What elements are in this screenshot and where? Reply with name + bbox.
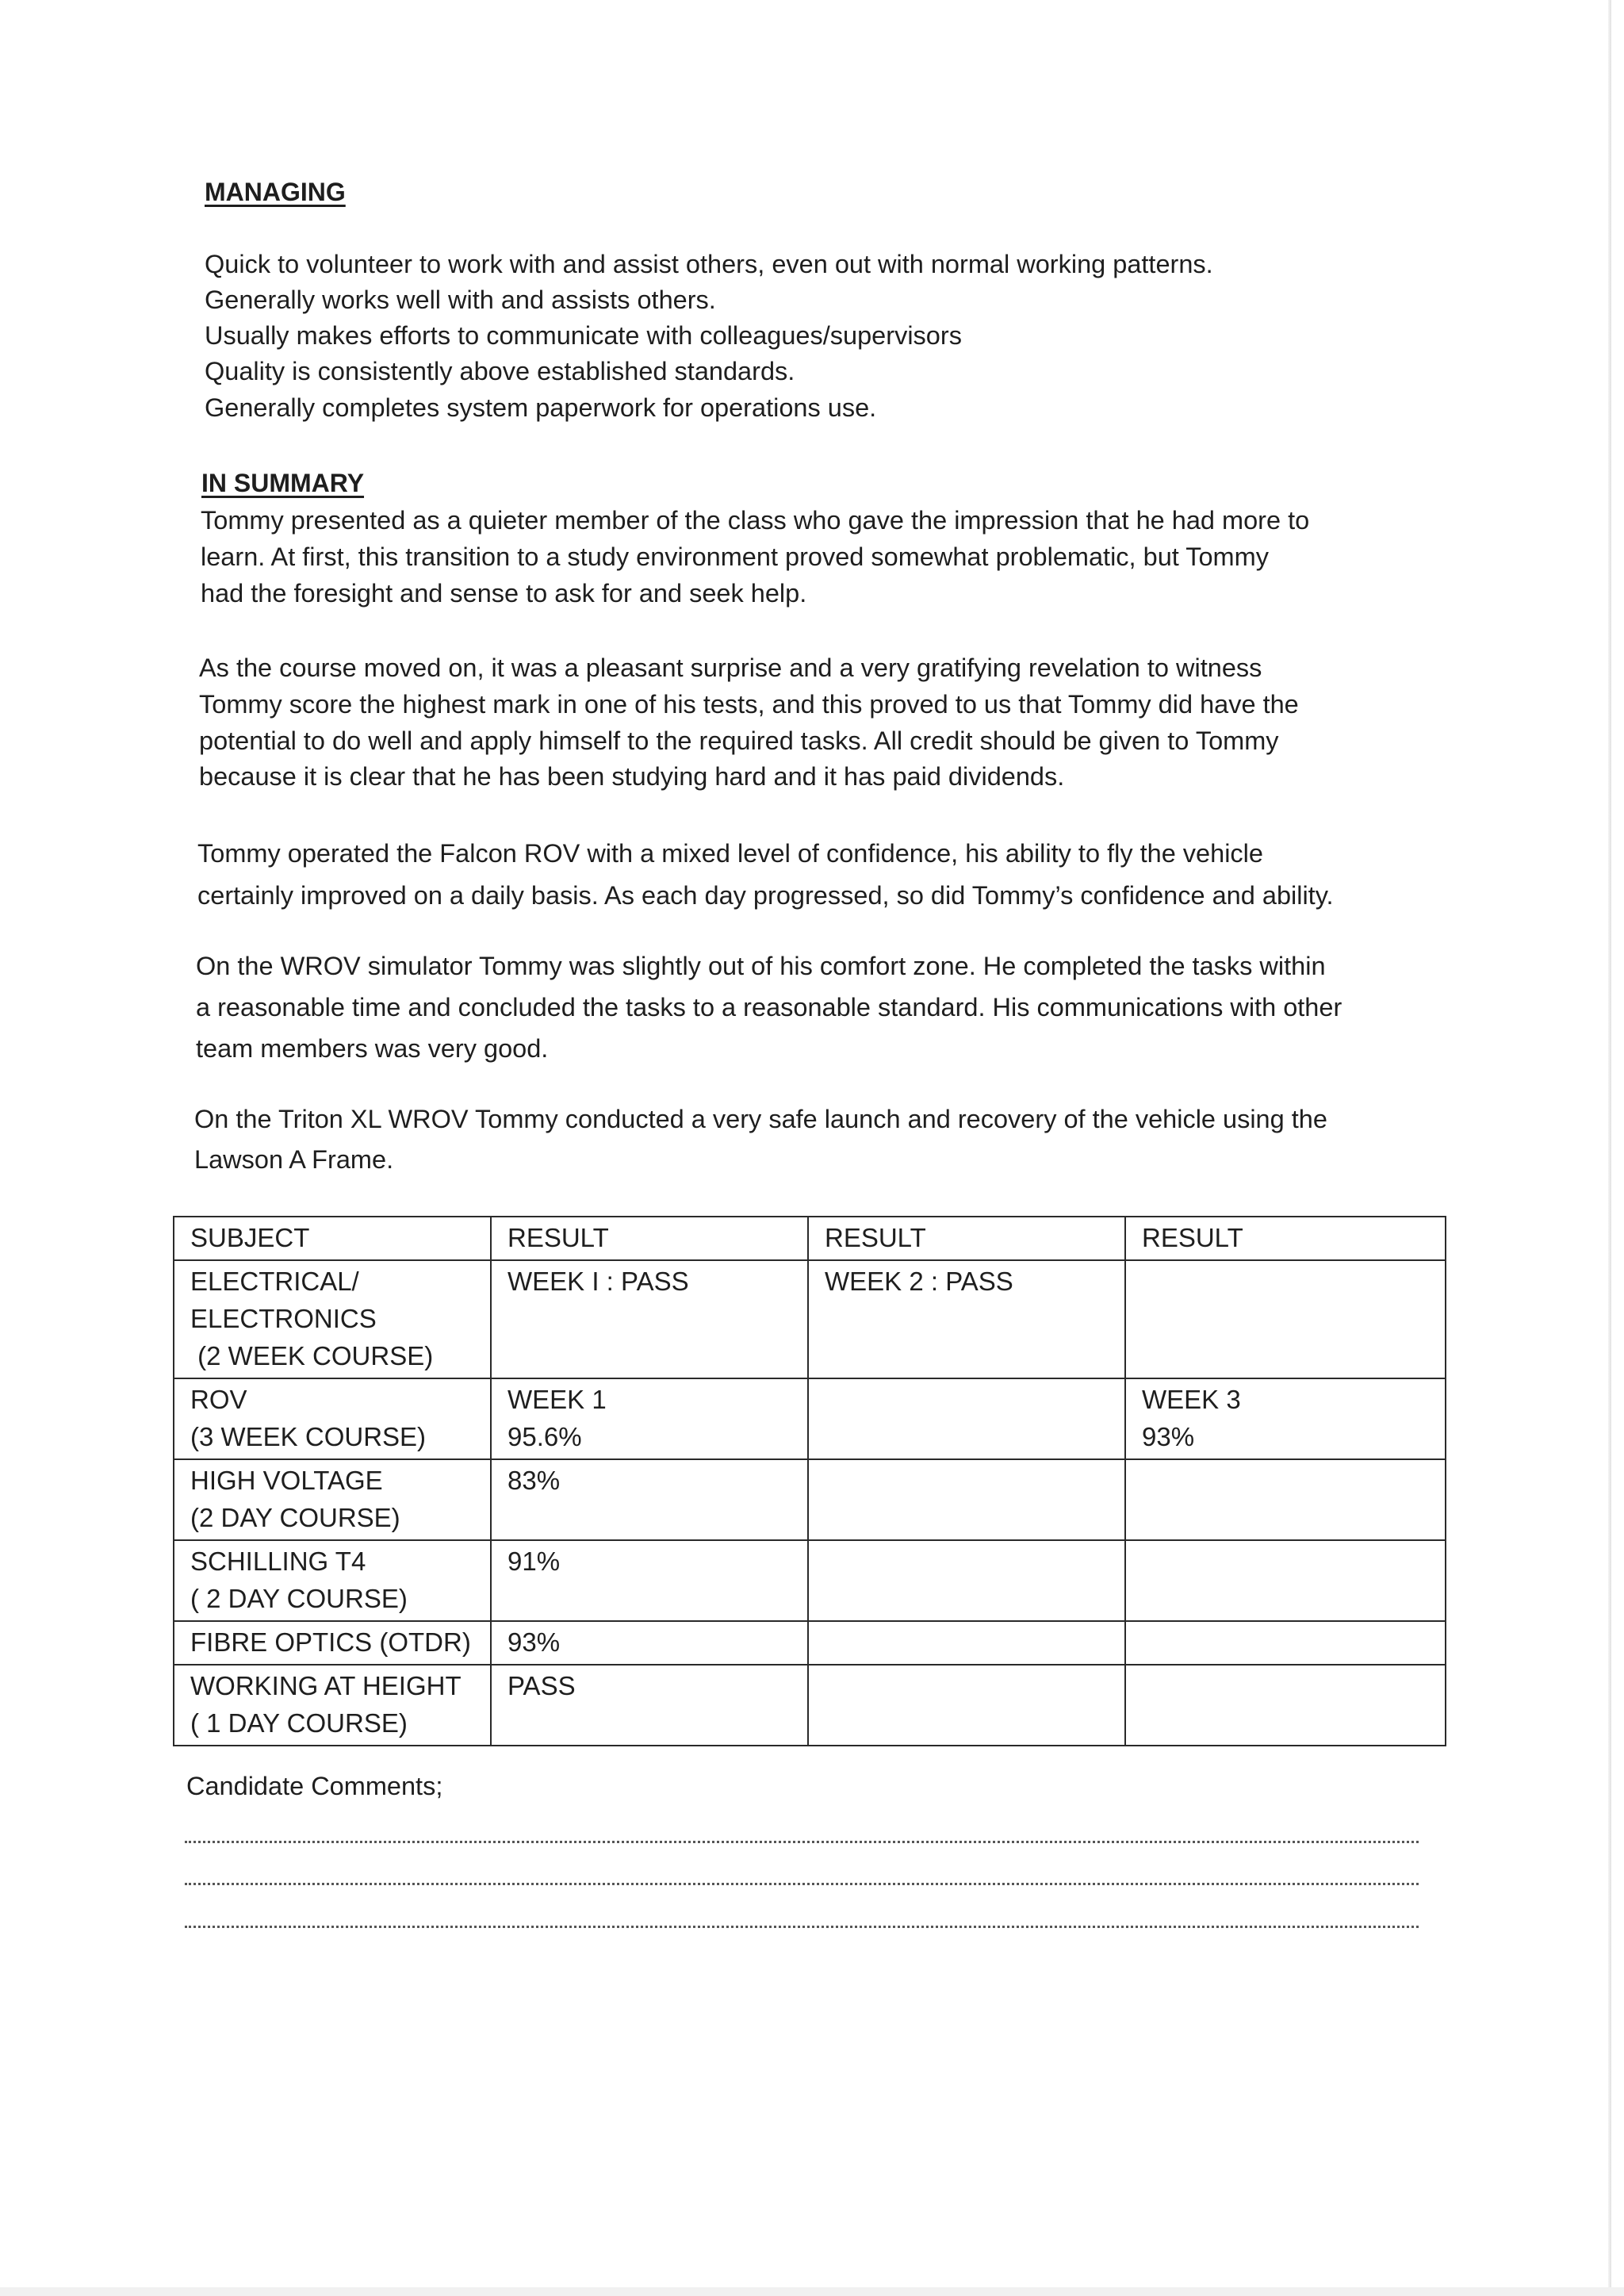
table-row <box>174 1378 1446 1459</box>
cell-line: ( 1 DAY COURSE) <box>190 1708 408 1738</box>
results-table <box>173 1216 1446 1746</box>
summary-line: learn. At first, this transition to a study environment proved somewhat problematic, but Tommy <box>201 542 1269 571</box>
comment-line[interactable] <box>185 1841 1419 1843</box>
managing-line: Usually makes efforts to communicate with colleagues/supervisors <box>205 321 962 350</box>
comment-line[interactable] <box>185 1883 1419 1885</box>
result-cell <box>491 1459 808 1540</box>
cell-line: 95.6% <box>508 1422 582 1451</box>
cell-line: WEEK 3 <box>1142 1385 1241 1414</box>
result-cell <box>491 1260 808 1378</box>
subject-cell <box>174 1621 491 1665</box>
table-row <box>174 1459 1446 1540</box>
candidate-comments-label: Candidate Comments; <box>186 1772 443 1800</box>
result-cell <box>808 1540 1125 1621</box>
result-cell <box>491 1665 808 1746</box>
header-cell: RESULT <box>1125 1217 1446 1260</box>
cell-line: 93% <box>1142 1422 1195 1451</box>
result-cell <box>1125 1378 1446 1459</box>
subject-cell <box>174 1540 491 1621</box>
table-row <box>174 1665 1446 1746</box>
summary-line: a reasonable time and concluded the tasks to a reasonable standard. His communications with other <box>196 993 1342 1022</box>
subject-cell <box>174 1665 491 1746</box>
comment-line[interactable] <box>185 1926 1419 1928</box>
summary-line: Tommy presented as a quieter member of the class who gave the impression that he had more to <box>201 506 1310 535</box>
summary-line: because it is clear that he has been studying hard and it has paid dividends. <box>199 762 1065 791</box>
header-cell: RESULT <box>491 1217 808 1260</box>
scan-edge <box>1608 0 1611 2296</box>
cell-line: 93% <box>508 1627 561 1657</box>
result-cell <box>1125 1260 1446 1378</box>
cell-line: WEEK 1 <box>508 1385 607 1414</box>
result-cell <box>491 1540 808 1621</box>
summary-line: Lawson A Frame. <box>194 1145 394 1174</box>
result-cell <box>808 1621 1125 1665</box>
cell-line: (2 WEEK COURSE) <box>190 1341 434 1370</box>
summary-line: certainly improved on a daily basis. As each day progressed, so did Tommy’s confidence and ability. <box>197 881 1334 910</box>
cell-line: FIBRE OPTICS (OTDR) <box>190 1627 471 1657</box>
result-cell <box>491 1378 808 1459</box>
summary-line: Tommy operated the Falcon ROV with a mixed level of confidence, his ability to fly the vehicle <box>197 839 1263 868</box>
cell-line: (2 DAY COURSE) <box>190 1503 400 1532</box>
result-cell <box>808 1378 1125 1459</box>
result-cell <box>1125 1665 1446 1746</box>
summary-heading: IN SUMMARY <box>201 469 365 497</box>
managing-line: Quality is consistently above established standards. <box>205 357 795 385</box>
subject-cell <box>174 1378 491 1459</box>
table-row <box>174 1540 1446 1621</box>
summary-line: As the course moved on, it was a pleasant surprise and a very gratifying revelation to witness <box>199 654 1262 682</box>
table-row <box>174 1260 1446 1378</box>
cell-line: WEEK I : PASS <box>508 1267 689 1296</box>
managing-line: Generally completes system paperwork for operations use. <box>205 393 877 422</box>
summary-line: Tommy score the highest mark in one of his tests, and this proved to us that Tommy did have the <box>199 690 1299 719</box>
cell-line: 91% <box>508 1547 561 1576</box>
result-cell <box>808 1260 1125 1378</box>
cell-line: ELECTRICAL/ <box>190 1267 359 1296</box>
result-cell <box>1125 1540 1446 1621</box>
cell-line: HIGH VOLTAGE <box>190 1466 383 1495</box>
result-cell <box>491 1621 808 1665</box>
summary-line: On the WROV simulator Tommy was slightly out of his comfort zone. He completed the tasks within <box>196 952 1326 980</box>
cell-line: SCHILLING T4 <box>190 1547 366 1576</box>
table-row <box>174 1621 1446 1665</box>
managing-heading: MANAGING <box>205 178 346 206</box>
cell-line: ROV <box>190 1385 247 1414</box>
result-cell <box>808 1665 1125 1746</box>
result-cell <box>1125 1621 1446 1665</box>
header-cell: RESULT <box>808 1217 1125 1260</box>
summary-line: potential to do well and apply himself to the required tasks. All credit should be given to Tommy <box>199 726 1279 755</box>
subject-cell <box>174 1260 491 1378</box>
cell-line: ELECTRONICS <box>190 1304 377 1333</box>
summary-line: had the foresight and sense to ask for and seek help. <box>201 579 807 608</box>
cell-line: WEEK 2 : PASS <box>825 1267 1013 1296</box>
subject-cell <box>174 1459 491 1540</box>
cell-line: (3 WEEK COURSE) <box>190 1422 427 1451</box>
summary-line: team members was very good. <box>196 1034 549 1063</box>
summary-line: On the Triton XL WROV Tommy conducted a very safe launch and recovery of the vehicle using the <box>194 1105 1327 1133</box>
managing-line: Quick to volunteer to work with and assist others, even out with normal working patterns. <box>205 250 1213 278</box>
managing-line: Generally works well with and assists others. <box>205 286 716 314</box>
table-header-row <box>174 1217 1446 1260</box>
header-cell: SUBJECT <box>174 1217 491 1260</box>
cell-line: WORKING AT HEIGHT <box>190 1671 462 1700</box>
scan-edge <box>0 2287 1624 2296</box>
cell-line: PASS <box>508 1671 576 1700</box>
cell-line: ( 2 DAY COURSE) <box>190 1584 408 1613</box>
result-cell <box>808 1459 1125 1540</box>
result-cell <box>1125 1459 1446 1540</box>
cell-line: 83% <box>508 1466 561 1495</box>
